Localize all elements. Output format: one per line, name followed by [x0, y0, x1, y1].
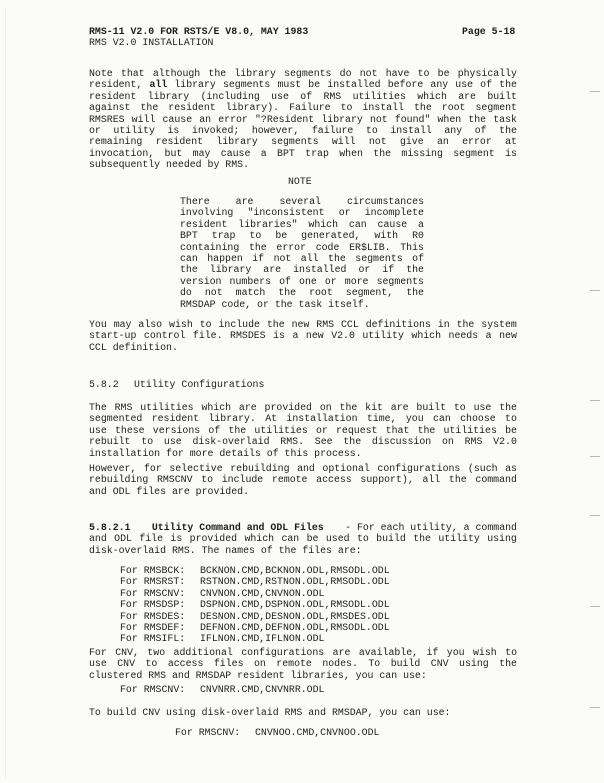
- margin-tick: [590, 400, 600, 401]
- text-line: The RMS utilities which are provided on the kit are built to use the: [89, 402, 517, 413]
- note-heading: NOTE: [288, 176, 312, 187]
- subsection-command-odl-files: [89, 522, 517, 556]
- text-line: clustered RMS and RMSDAP resident libraries, you can use:: [89, 669, 427, 681]
- text-line: and ODL files are provided.: [89, 485, 250, 497]
- text-line: RMSRES will cause an error "?Resident library not found" when the task: [89, 113, 517, 125]
- margin-tick: [590, 707, 600, 708]
- subsection-intro: - For each utility, a command: [345, 522, 517, 533]
- section-number: 5.8.2: [89, 379, 119, 390]
- list-item: For RMSDEF: DEFNON.CMD,DEFNON.ODL,RMSODL.ODL: [120, 621, 390, 633]
- note-box: [180, 196, 424, 310]
- list-item: For RMSBCK: BCKNON.CMD,BCKNON.ODL,RMSODL.ODL: [120, 565, 390, 576]
- margin-tick: [590, 515, 600, 516]
- text-line: against the resident library). Failure to install the root segment: [89, 102, 517, 114]
- margin-tick: [590, 290, 600, 291]
- paragraph-ccl-definitions: [89, 319, 517, 353]
- text-line: installation for more details of this process.: [89, 447, 362, 459]
- header-subtitle: RMS V2.0 INSTALLATION: [89, 37, 214, 49]
- utility-file-list: [120, 565, 390, 645]
- scan-edge-line: [5, 8, 6, 778]
- text-line: subsequently needed by RMS.: [89, 159, 250, 171]
- note-line: do not match the root segment, the: [180, 287, 424, 299]
- text-line: use CNV to access files on remote nodes. To build CNV using the: [89, 658, 517, 670]
- list-item: For RMSCNV: CNVNON.CMD,CNVNON.ODL: [120, 587, 325, 599]
- text-line: [89, 522, 517, 533]
- text-line: remaining resident library segments will not give an error at: [89, 136, 517, 148]
- text-line: You may also wish to include the new RMS CCL definitions in the system: [89, 319, 517, 330]
- note-line: can happen if not all the segments of: [180, 252, 424, 264]
- text-line: rebuilt to use disk-overlaid RMS. See the discussion on RMS V2.0: [89, 436, 517, 448]
- text-line: For CNV, two additional configurations are available, if you wish to: [89, 647, 517, 658]
- margin-tick: [590, 456, 600, 457]
- note-line: RMSDAP code, or the task itself.: [180, 298, 370, 310]
- margin-tick: [590, 91, 600, 92]
- text-line: segmented resident library. At installation time, you can choose to: [89, 413, 517, 425]
- list-item: For RMSCNV: CNVNRR.CMD,CNVNRR.ODL: [120, 684, 325, 695]
- header-title: RMS-11 V2.0 FOR RSTS/E V8.0, MAY 1983: [89, 26, 309, 37]
- paragraph-selective-rebuild: [89, 463, 517, 497]
- text-line: resident library (including use of RMS utilities which are built: [89, 90, 517, 102]
- cnv-overlaid-files: [175, 727, 379, 738]
- paragraph-cnv-overlaid: To build CNV using disk-overlaid RMS and RMSDAP, you can use:: [89, 707, 451, 718]
- cnv-resident-files: [120, 684, 324, 695]
- margin-tick: [590, 606, 600, 607]
- text-line: and ODL file is provided which can be used to build the utility using: [89, 533, 517, 545]
- note-line: BPT trap to be generated, with R0: [180, 230, 424, 242]
- note-line: version numbers of one or more segments: [180, 275, 424, 287]
- running-header: [89, 26, 308, 49]
- list-item: For RMSDSP: DSPNON.CMD,DSPNON.ODL,RMSODL.ODL: [120, 599, 390, 611]
- note-line: resident libraries" which can cause a: [180, 218, 424, 230]
- section-title: Utility Configurations: [134, 379, 265, 390]
- paragraph-library-segments: [89, 68, 517, 171]
- text-line: resident, all library segments must be installed before any use of the: [89, 79, 517, 91]
- note-line: There are several circumstances: [180, 196, 424, 207]
- list-item: For RMSIFL: IFLNON.CMD,IFLNON.ODL: [120, 633, 325, 645]
- text-line: rebuilding RMSCNV to include remote access support), all the command: [89, 474, 517, 486]
- text-line: start-up control file. RMSDES is a new V2.0 utility which needs a new: [89, 330, 517, 342]
- subsection-title: Utility Command and ODL Files: [151, 522, 324, 533]
- text-line: invocation, but may cause a BPT trap when the missing segment is: [89, 147, 517, 159]
- note-line: involving "inconsistent or incomplete: [180, 207, 424, 219]
- text-line: Note that although the library segments do not have to be physically: [89, 68, 517, 79]
- section-heading: [89, 379, 264, 390]
- text-line: CCL definition.: [89, 341, 178, 353]
- text-line: or utility is invoked; however, failure to install any of the: [89, 124, 517, 136]
- list-item: For RMSRST: RSTNON.CMD,RSTNON.ODL,RMSODL.ODL: [120, 576, 390, 588]
- page-number: Page 5-18: [462, 26, 516, 37]
- note-line: the library are installed or if the: [180, 264, 424, 276]
- list-item: For RMSCNV: CNVNOO.CMD,CNVNOO.ODL: [175, 727, 380, 738]
- text-line: disk-overlaid RMS. The names of the files are:: [89, 544, 362, 556]
- text-line: use these versions of the utilities or request that the utilities be: [89, 424, 517, 436]
- paragraph-cnv-remote: [89, 647, 517, 681]
- list-item: For RMSDES: DESNON.CMD,DESNON.ODL,RMSDES.ODL: [120, 610, 390, 622]
- subsection-number: 5.8.2.1: [89, 522, 131, 533]
- text-line: However, for selective rebuilding and optional configurations (such as: [89, 463, 517, 474]
- note-line: containing the error code ER$LIB. This: [180, 241, 424, 253]
- paragraph-utility-builds: [89, 402, 517, 459]
